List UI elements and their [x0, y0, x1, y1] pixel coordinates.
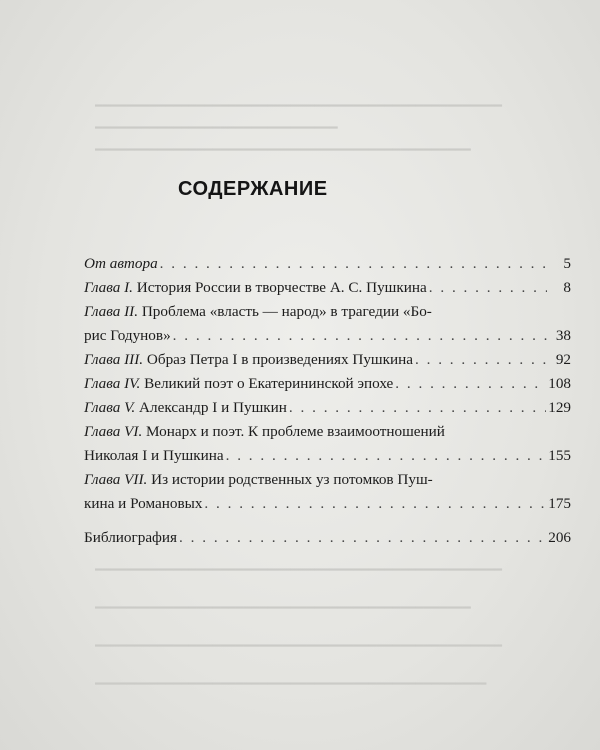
toc-entry-bibliography: [84, 526, 571, 550]
toc-bibliography-title: Библиография: [84, 529, 178, 546]
dot-leader: [204, 492, 546, 516]
toc-chapter-label: Глава V.: [84, 399, 136, 416]
toc-page-number: 92: [555, 351, 571, 368]
toc-entry-chapter-6: [84, 420, 571, 468]
toc-chapter-title: Проблема «власть — народ» в трагедии «Бо-: [138, 303, 432, 320]
toc-page-number: 5: [563, 255, 571, 272]
toc-chapter-label: Глава VI.: [84, 423, 143, 440]
toc-entry-chapter-2: [84, 300, 571, 348]
toc-entry-prefix: От автора: [84, 255, 158, 272]
toc-chapter-label: Глава IV.: [84, 375, 141, 392]
toc-chapter-title: Великий поэт о Екатерининской эпохе: [140, 375, 394, 392]
bleed-through-text: ━━━━━━━━━━━━━━━━━━━━━━━━━━━━━━━━━━━━━━━━━━━━━━━━: [95, 600, 471, 615]
toc-page-number: 155: [548, 447, 571, 464]
toc-page-number: 129: [548, 399, 571, 416]
toc-entry-author: [84, 252, 571, 276]
toc-page-number: 8: [563, 279, 571, 296]
dot-leader: [226, 444, 547, 468]
dot-leader: [289, 396, 546, 420]
bleed-through-text: ━━━━━━━━━━━━━━━━━━━━━━━━━━━━━━━━━━━━━━━━━━━━━━━━━━━━: [95, 562, 502, 577]
bleed-through-text: ━━━━━━━━━━━━━━━━━━━━━━━━━━━━━━━━━━━━━━━━━━━━━━━━━━━━: [95, 638, 502, 653]
bleed-through-text: ━━━━━━━━━━━━━━━━━━━━━━━━━━━━━━━━━━━━━━━━━━━━━━━━: [95, 142, 471, 157]
toc-chapter-title: Монарх и поэт. К проблеме взаимоотношений: [142, 423, 445, 440]
dot-leader: [160, 252, 547, 276]
dot-leader: [173, 324, 547, 348]
toc-chapter-label: Глава VII.: [84, 471, 148, 488]
bleed-through-text: ━━━━━━━━━━━━━━━━━━━━━━━━━━━━━━━: [95, 120, 338, 135]
toc-chapter-label: Глава I.: [84, 279, 133, 296]
toc-chapter-title: История России в творчестве А. С. Пушкина: [132, 279, 427, 296]
bleed-through-text: ━━━━━━━━━━━━━━━━━━━━━━━━━━━━━━━━━━━━━━━━━━━━━━━━━━: [95, 676, 487, 691]
toc-chapter-title-continued: кина и Романовых: [84, 495, 203, 512]
toc-page-number: 206: [548, 529, 571, 546]
toc-entry-chapter-3: [84, 348, 571, 372]
dot-leader: [415, 348, 547, 372]
toc-page-number: 108: [548, 375, 571, 392]
toc-chapter-title: Образ Петра I в произведениях Пушкина: [143, 351, 413, 368]
bleed-through-text: ━━━━━━━━━━━━━━━━━━━━━━━━━━━━━━━━━━━━━━━━━━━━━━━━━━━━: [95, 98, 502, 113]
toc-entry-chapter-5: [84, 396, 571, 420]
page-title: СОДЕРЖАНИЕ: [178, 178, 328, 200]
toc-entry-chapter-7: [84, 468, 571, 516]
toc-page-number: 38: [555, 327, 571, 344]
toc-page-number: 175: [548, 495, 571, 512]
dot-leader: [429, 276, 547, 300]
toc-chapter-title: Из истории родственных уз потомков Пуш-: [147, 471, 433, 488]
toc-entry-chapter-1: [84, 276, 571, 300]
table-of-contents: [84, 252, 571, 550]
dot-leader: [395, 372, 546, 396]
dot-leader: [179, 526, 546, 550]
toc-chapter-title-continued: рис Годунов»: [84, 327, 171, 344]
toc-chapter-label: Глава II.: [84, 303, 139, 320]
toc-chapter-label: Глава III.: [84, 351, 144, 368]
toc-chapter-title-continued: Николая I и Пушкина: [84, 447, 224, 464]
toc-chapter-title: Александр I и Пушкин: [135, 399, 287, 416]
toc-entry-chapter-4: [84, 372, 571, 396]
